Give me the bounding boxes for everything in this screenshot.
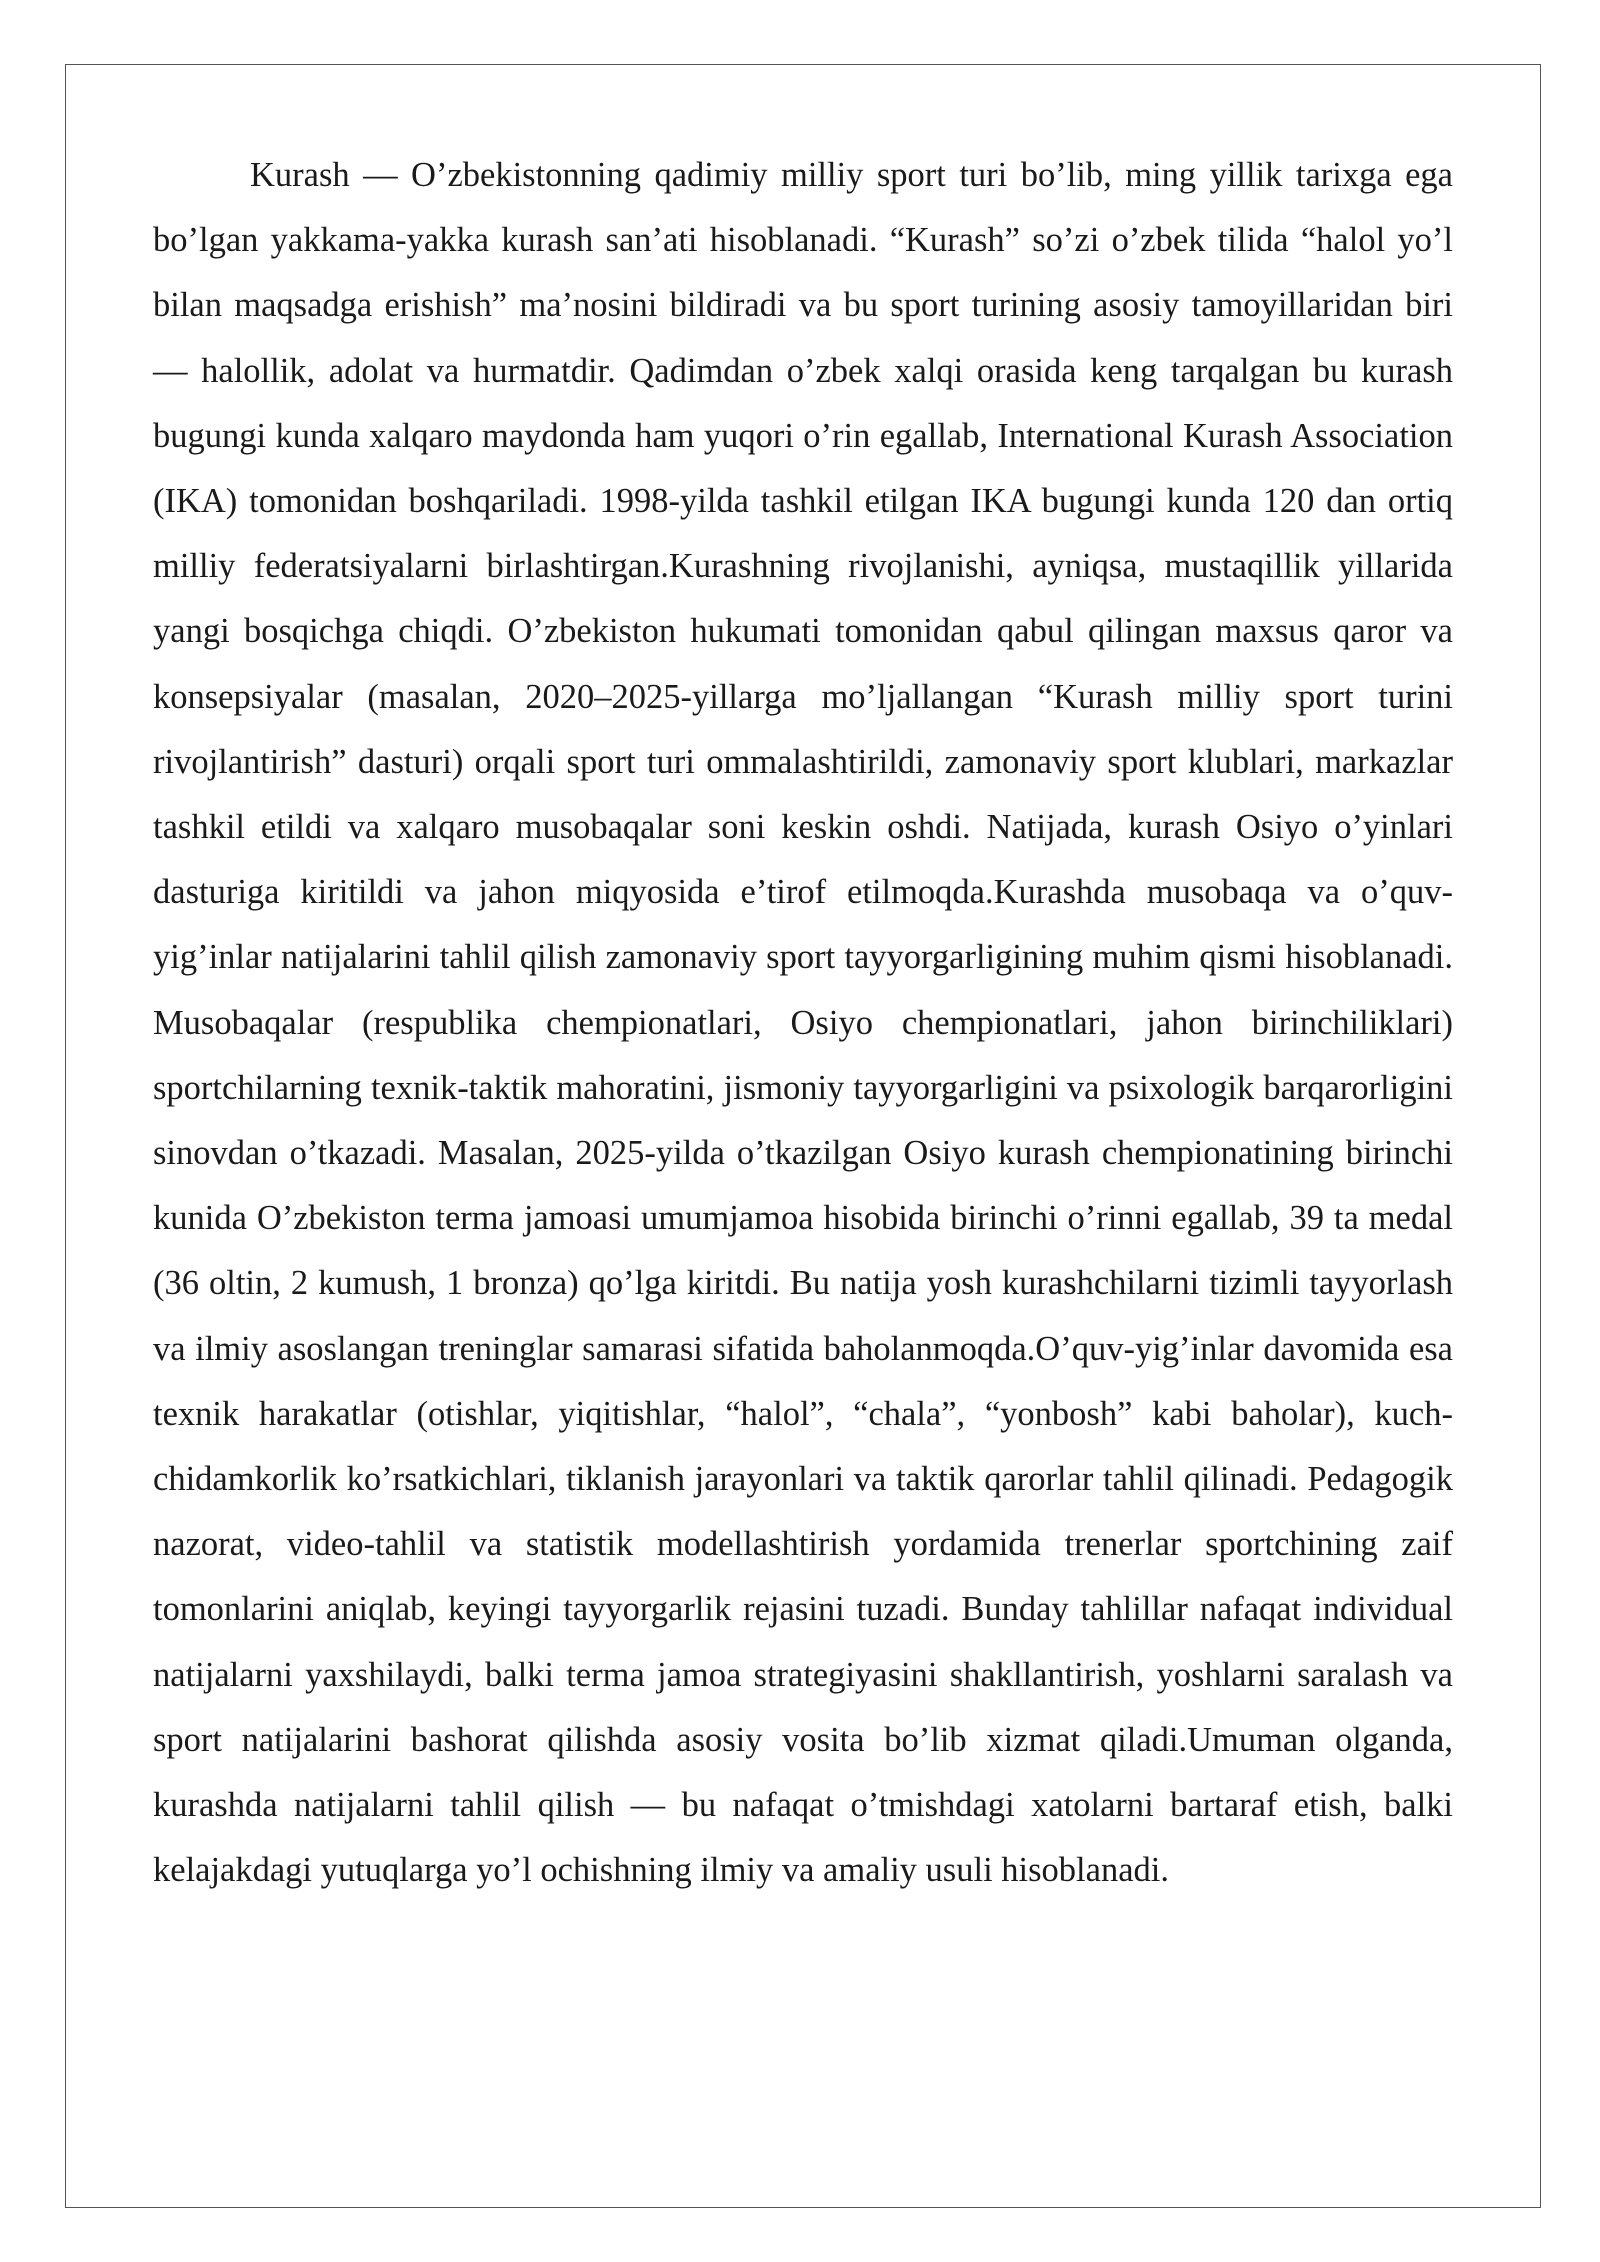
body-paragraph: Kurash — O’zbekistonning qadimiy milliy sport turi bo’lib, ming yillik tarixga ega bo’lgan yakkama-yakka kurash san’ati hisoblanadi. “Kurash” so’zi o’zbek tilida “halol yo’l bilan maqsadga erishish” ma’nosini bildiradi va bu sport turining asosiy tamoyillaridan biri — halollik, adolat va hurmatdir. Qadimdan o’zbek xalqi orasida keng tarqalgan bu kurash bugungi kunda xalqaro maydonda ham yuqori o’rin egallab, International Kurash Association (IKA) tomonidan boshqariladi. 1998-yilda tashkil etilgan IKA bugungi kunda 120 dan ortiq milliy federatsiyalarni birlashtirgan.Kurashning rivojlanishi, ayniqsa, mustaqillik yillarida yangi bosqichga chiqdi. O’zbekiston hukumati tomonidan qabul qilingan maxsus qaror va konsepsiyalar (masalan, 2020–2025-yillarga mo’ljallangan “Kurash milliy sport turini rivojlantirish” dasturi) orqali sport turi ommalashtirildi, zamonaviy sport klublari, markazlar tashkil etildi va xalqaro musobaqalar soni keskin oshdi. Natijada, kurash Osiyo o’yinlari dasturiga kiritildi va jahon miqyosida e’tirof etilmoqda.Kurashda musobaqa va o’quv-yig’inlar natijalarini tahlil qilish zamonaviy sport tayyorgarligining muhim qismi hisoblanadi. Musobaqalar (respublika chempionatlari, Osiyo chempionatlari, jahon birinchiliklari) sportchilarning texnik-taktik mahoratini, jismoniy tayyorgarligini va psixologik barqarorligini sinovdan o’tkazadi. Masalan, 2025-yilda o’tkazilgan Osiyo kurash chempionatining birinchi kunida O’zbekiston terma jamoasi umumjamoa hisobida birinchi o’rinni egallab, 39 ta medal (36 oltin, 2 kumush, 1 bronza) qo’lga kiritdi. Bu natija yosh kurashchilarni tizimli tayyorlash va ilmiy asoslangan treninglar samarasi sifatida baholanmoqda.O’quv-yig’inlar davomida esa texnik harakatlar (otishlar, yiqitishlar, “halol”, “chala”, “yonbosh” kabi baholar), kuch-chidamkorlik ko’rsatkichlari, tiklanish jarayonlari va taktik qarorlar tahlil qilinadi. Pedagogik nazorat, video-tahlil va statistik modellashtirish yordamida trenerlar sportchining zaif tomonlarini aniqlab, keyingi tayyorgarlik rejasini tuzadi. Bunday tahlillar nafaqat individual natijalarni yaxshilaydi, balki terma jamoa strategiyasini shakllantirish, yoshlarni saralash va sport natijalarini bashorat qilishda asosiy vosita bo’lib xizmat qiladi.Umuman olganda, kurashda natijalarni tahlil qilish — bu nafaqat o’tmishdagi xatolarni bartaraf etish, balki kelajakdagi yutuqlarga yo’l ochishning ilmiy va amaliy usuli hisoblanadi. [153, 156, 1453, 1890]
